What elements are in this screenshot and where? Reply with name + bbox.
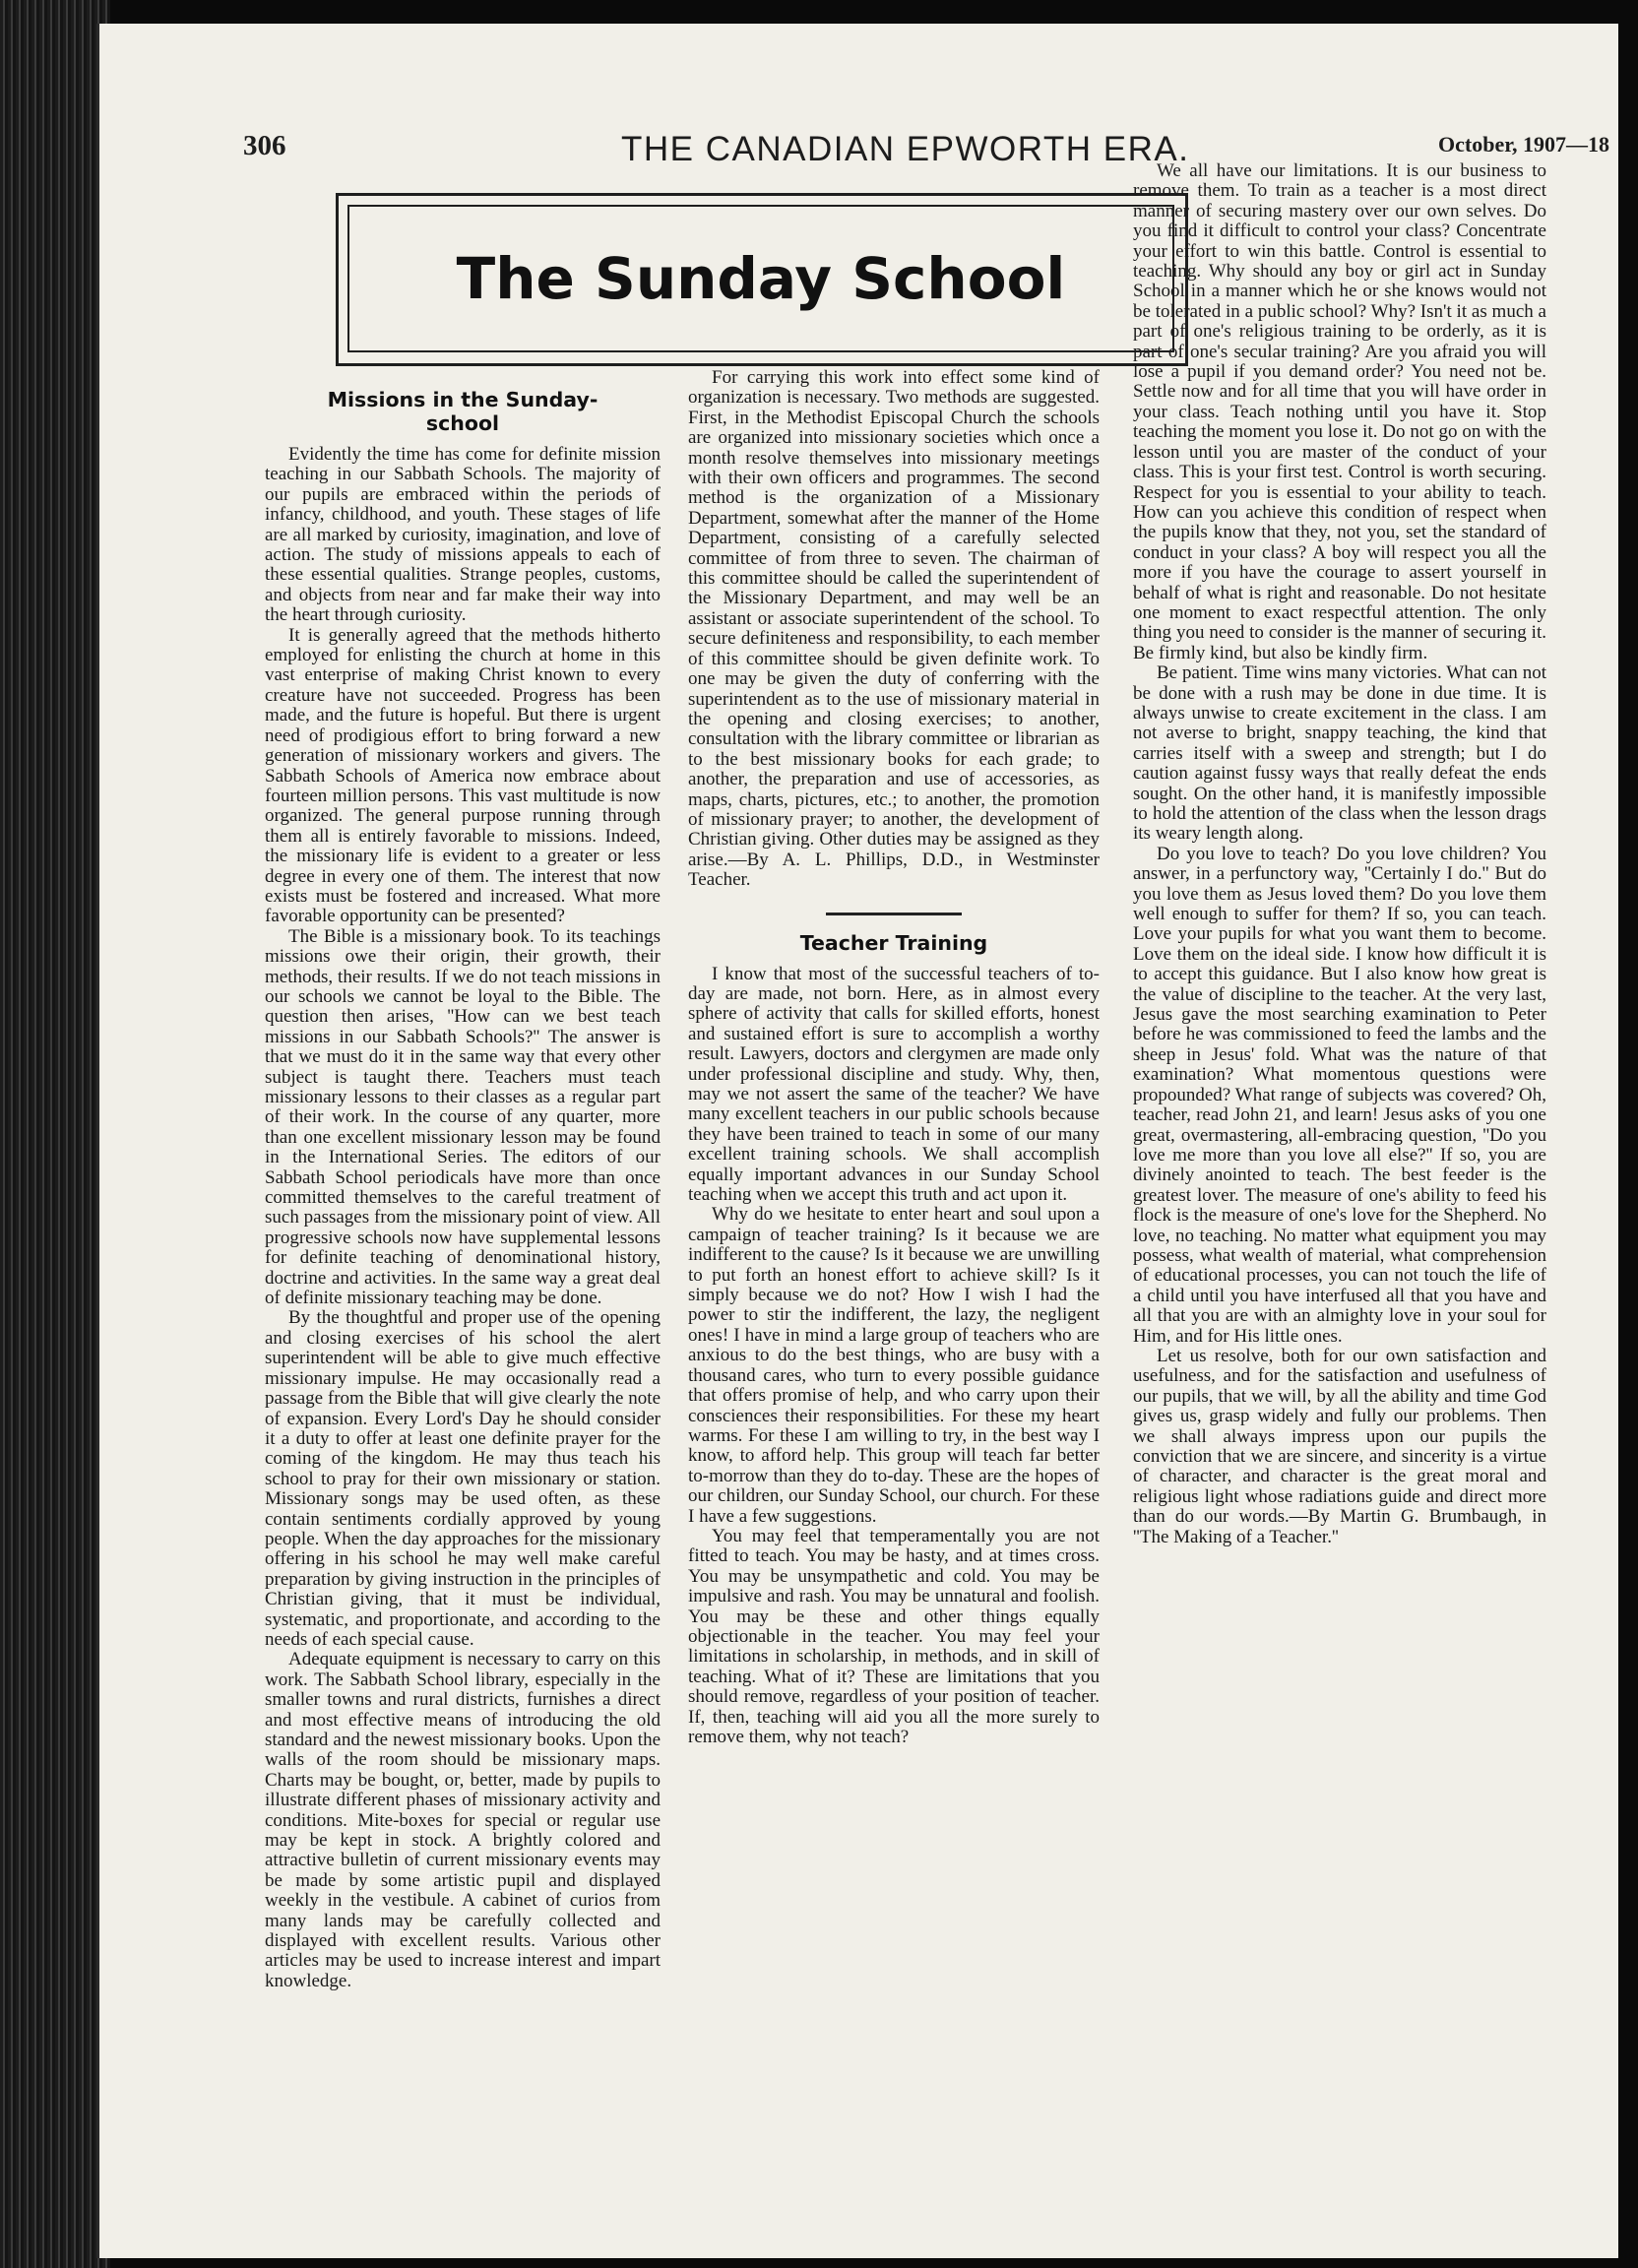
issue-date: October, 1907—18 bbox=[1438, 132, 1609, 157]
journal-title: THE CANADIAN EPWORTH ERA. bbox=[621, 130, 1190, 168]
column-2 bbox=[688, 368, 1100, 2179]
paragraph: Do you love to teach? Do you love children? You answer, in a perfunctory way, ''Certainly I do.'' But do you love them as Jesus loved them? Do you love them well enough to suffer for them? If so, you can teach. Love your pupils for what you want them to become. Love them on the ideal side. I know how difficult it is to accept this guidance. But I also know how great is the value of discipline to the teacher. At the very last, Jesus gave the most searching examination to Peter before he was commissioned to feed the lambs and the sheep in Jesus' fold. What was the nature of that examination? What momentous questions were propounded? What range of subjects was covered? Oh, teacher, read John 21, and learn! Jesus asks of you one great, overmastering, all-embracing question, ''Do you love me more than you love all else?'' If so, you are divinely anointed to teach. The best feeder is the greatest lover. The measure of one's ability to feed his flock is the measure of one's love for the Shepherd. No love, no teaching. No matter what equipment you may possess, what wealth of material, what comprehension of educational processes, you can not touch the life of a child until you have interfused all that you have and all that you are with an almighty love in your soul for Him, and for His little ones. bbox=[1133, 843, 1546, 1347]
paragraph: I know that most of the successful teachers of to-day are made, not born. Here, as in almost every sphere of activity that calls for skilled efforts, honest and sustained effort is sure to accomplish a worthy result. Lawyers, doctors and clergymen are made only under professional discipline and study. Why, then, may we not assert the same of the teacher? We have many excellent teachers in our public schools because they have been trained to teach in some of our many excellent training schools. We shall accomplish equally important advances in our Sunday School teaching when we accept this truth and act upon it. bbox=[688, 963, 1100, 1206]
section-divider bbox=[826, 913, 962, 915]
paragraph: Let us resolve, both for our own satisfaction and usefulness, and for the satisfaction and usefulness of our pupils, that we will, by all the ability and time God gives us, grasp widely and fully our problems. Then we shall always impress upon our pupils the conviction that we are sincere, and sincerity is a virtue of character, and character is the great moral and religious light whose radiations guide and direct more than do our words.—By Martin G. Brumbaugh, in ''The Making of a Teacher.'' bbox=[1133, 1345, 1546, 1547]
page-number: 306 bbox=[243, 130, 286, 161]
paragraph: By the thoughtful and proper use of the opening and closing exercises of his school the alert superintendent will be able to give much effective missionary impulse. He may occasionally read a passage from the Bible that will give clearly the note of expansion. Every Lord's Day he should consider it a duty to offer at least one definite prayer for the coming of the kingdom. He may thus teach his school to pray for their own missionary or station. Missionary songs may be used often, as these contain sentiments cordially approved by young people. When the day approaches for the missionary offering in his school he may well make careful preparation by giving instruction in the principles of Christian giving, that it must be individual, systematic, and proportionate, and according to the needs of each special cause. bbox=[265, 1307, 661, 1650]
column-1 bbox=[265, 388, 661, 2179]
paragraph: It is generally agreed that the methods hitherto employed for enlisting the church at home in this vast enterprise of making Christ known to every creature have not succeeded. Progress has been made, and the future is hopeful. But there is urgent need of prodigious effort to bring forward a new generation of missionary workers and givers. The Sabbath Schools of America now embrace about fourteen million persons. This vast multitude is now organized. The general purpose running through them all is entirely favorable to missions. Indeed, the missionary life is evident to a greater or less degree in every one of them. The interest that now exists must be fostered and increased. What more favorable opportunity can be presented? bbox=[265, 624, 661, 927]
paragraph: Evidently the time has come for definite mission teaching in our Sabbath Schools. The majority of our pupils are embraced within the periods of infancy, childhood, and youth. These stages of life are all marked by curiosity, imagination, and love of action. The study of missions appeals to each of these essential qualities. Strange peoples, customs, and objects from near and far make their way into the heart through curiosity. bbox=[265, 444, 661, 626]
page bbox=[96, 24, 1618, 2258]
article-title-teacher-training: Teacher Training bbox=[799, 930, 988, 955]
paragraph: For carrying this work into effect some kind of organization is necessary. Two methods are suggested. First, in the Methodist Episcopal Church the schools are organized into missionary societies which once a month resolve themselves into missionary meetings with their own officers and programmes. The second method is the organization of a Missionary Department, somewhat after the manner of the Home Department, consisting of a carefully selected committee of from three to seven. The chairman of this committee should be called the superintendent of the Missionary Department, and may well be an assistant or associate superintendent of the school. To secure definiteness and responsibility, to each member of this committee should be given definite work. To one may be given the duty of conferring with the superintendent as to the use of missionary material in the opening and closing exercises; to another, consultation with the library committee or librarian as to the best missionary books for each grade; to another, the preparation and use of accessories, as maps, charts, pictures, etc.; to another, the promotion of missionary prayer; to another, the development of Christian giving. Other duties may be assigned as they arise.—By A. L. Phillips, D.D., in Westminster Teacher. bbox=[688, 368, 1100, 891]
paragraph: You may feel that temperamentally you are not fitted to teach. You may be hasty, and at times cross. You may be unsympathetic and cold. You may be impulsive and rash. You may be unnatural and foolish. You may be these and other things equally objectionable in the teacher. You may feel your limitations in scholarship, in methods, and in skill of teaching. What of it? These are limitations that you should remove, regardless of your position of teacher. If, then, teaching will aid you all the more surely to remove them, why not teach? bbox=[688, 1525, 1100, 1747]
section-title: The Sunday School bbox=[456, 245, 1066, 312]
section-title-box bbox=[347, 205, 1174, 352]
paragraph: Why do we hesitate to enter heart and soul upon a campaign of teacher training? Is it because we are indifferent to the cause? Is it because we are unwilling to put forth an honest effort to achieve skill? Is it simply because we do not? How I wish I had the power to stir the indifferent, the lazy, the negligent ones! I have in mind a large group of teachers who are anxious to do the best things, who are busy with a thousand cares, who turn to every possible guidance that offers promise of help, and who carry upon their consciences their responsibilities. For these my heart warms. For these I am willing to try, in the best way I know, to afford help. This group will teach far better to-morrow than they do to-day. These are the hopes of our children, our Sunday School, our church. For these I have a few suggestions. bbox=[688, 1204, 1100, 1527]
paragraph: Adequate equipment is necessary to carry on this work. The Sabbath School library, especially in the smaller towns and rural districts, furnishes a direct and most effective means of introducing the old standard and the newest missionary books. Upon the walls of the room should be missionary maps. Charts may be bought, or, better, made by pupils to illustrate different phases of missionary activity and conditions. Mite-boxes for special or regular use may be kept in stock. A brightly colored and attractive bulletin of current missionary events may be made by some artistic pupil and displayed weekly in the vestibule. A cabinet of curios from many lands may be carefully collected and displayed with excellent results. Various other articles may be used to increase interest and impart knowledge. bbox=[265, 1649, 661, 1991]
column-3 bbox=[1133, 161, 1546, 2179]
article-title-missions: Missions in the Sunday-school bbox=[327, 388, 598, 435]
paragraph: Be patient. Time wins many victories. What can not be done with a rush may be done in due time. It is always unwise to create excitement in the class. I am not averse to bright, snappy teaching, the kind that carries itself with a sweep and strength; but I do caution against fussy ways that really defeat the ends sought. On the other hand, it is manifestly impossible to hold the attention of the class when the lesson drags its weary length along. bbox=[1133, 662, 1546, 845]
paragraph: The Bible is a missionary book. To its teachings missions owe their origin, their growth, their methods, their results. If we do not teach missions in our schools we cannot be loyal to the Bible. The question then arises, ''How can we best teach missions in our Sabbath Schools?'' The answer is that we must do it in the same way that every other subject is taught there. Teachers must teach missionary lessons to their classes as a regular part of their work. In the course of any quarter, more than one excellent missionary lesson may be found in the International Series. The editors of our Sabbath School periodicals have more than once committed themselves to the careful treatment of such passages from the missionary point of view. All progressive schools now have supplemental lessons for definite teaching of denominational history, doctrine and activities. In the same way a great deal of definite missionary teaching may be done. bbox=[265, 925, 661, 1309]
book-binding-edge bbox=[0, 0, 110, 2268]
paragraph: We all have our limitations. It is our business to remove them. To train as a teacher is a most direct manner of securing mastery over our own selves. Do you find it difficult to control your class? Concentrate your effort to win this battle. Control is essential to teaching. Why should any boy or girl act in Sunday School in a manner which he or she knows would not be tolerated in a public school? Why? Isn't it as much a part of one's religious training to be orderly, as it is part of one's secular training? Are you afraid you will lose a pupil if you demand order? You need not be. Settle now and for all time that you will have order in your class. Teach nothing until you have it. Stop teaching the moment you lose it. Do not go on with the lesson until you are master of the conduct of your class. This is your first test. Control is worth securing. Respect for you is essential to your ability to teach. How can you achieve this condition of respect when the pupils know that they, not you, set the standard of conduct in your class? A boy will respect you all the more if you have the courage to assert yourself in behalf of what is right and reasonable. Do not hesitate one moment to exact respectful attention. The only thing you need to consider is the manner of securing it. Be firmly kind, but also be kindly firm. bbox=[1133, 161, 1546, 663]
